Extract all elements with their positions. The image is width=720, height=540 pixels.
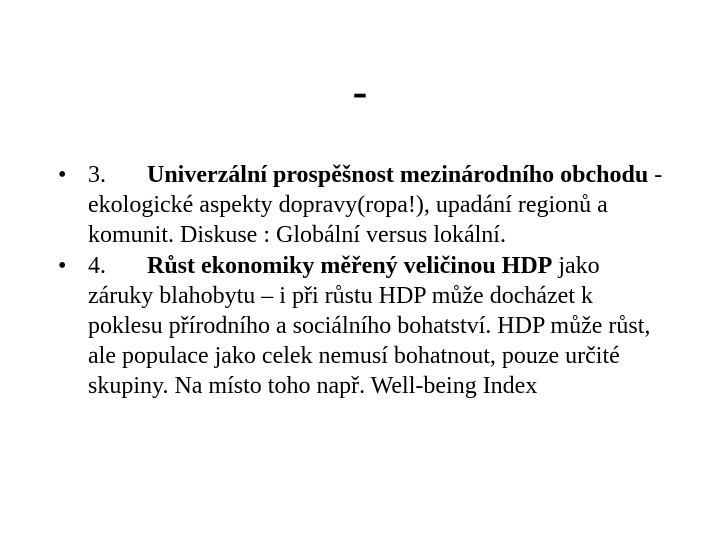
item-heading: Univerzální prospěšnost mezinárodního obchodu <box>147 162 649 188</box>
item-heading: Růst ekonomiky měřený veličinou HDP <box>147 252 553 279</box>
bullet-dot-icon: • <box>58 252 67 279</box>
bullet-item-3 <box>58 160 668 251</box>
item-number: 3. <box>88 162 106 188</box>
slide-title: - <box>352 67 368 116</box>
bullet-dot-icon: • <box>58 162 67 188</box>
item-text: - ekologické aspekty dopravy(ropa!), upadání regionů a komunit. Diskuse : Globální versus lokální. <box>88 162 663 249</box>
item-number: 4. <box>88 252 106 279</box>
item-text: jako záruky blahobytu – i při růstu HDP může docházet k poklesu přírodního a sociálního bohatství. HDP může růst, ale populace jako celek nemusí bohatnout, pouze určité skupiny. Na místo toho např. Well-being Index <box>88 252 651 400</box>
bullet-item-4 <box>58 251 668 402</box>
bullet-list <box>58 160 668 402</box>
